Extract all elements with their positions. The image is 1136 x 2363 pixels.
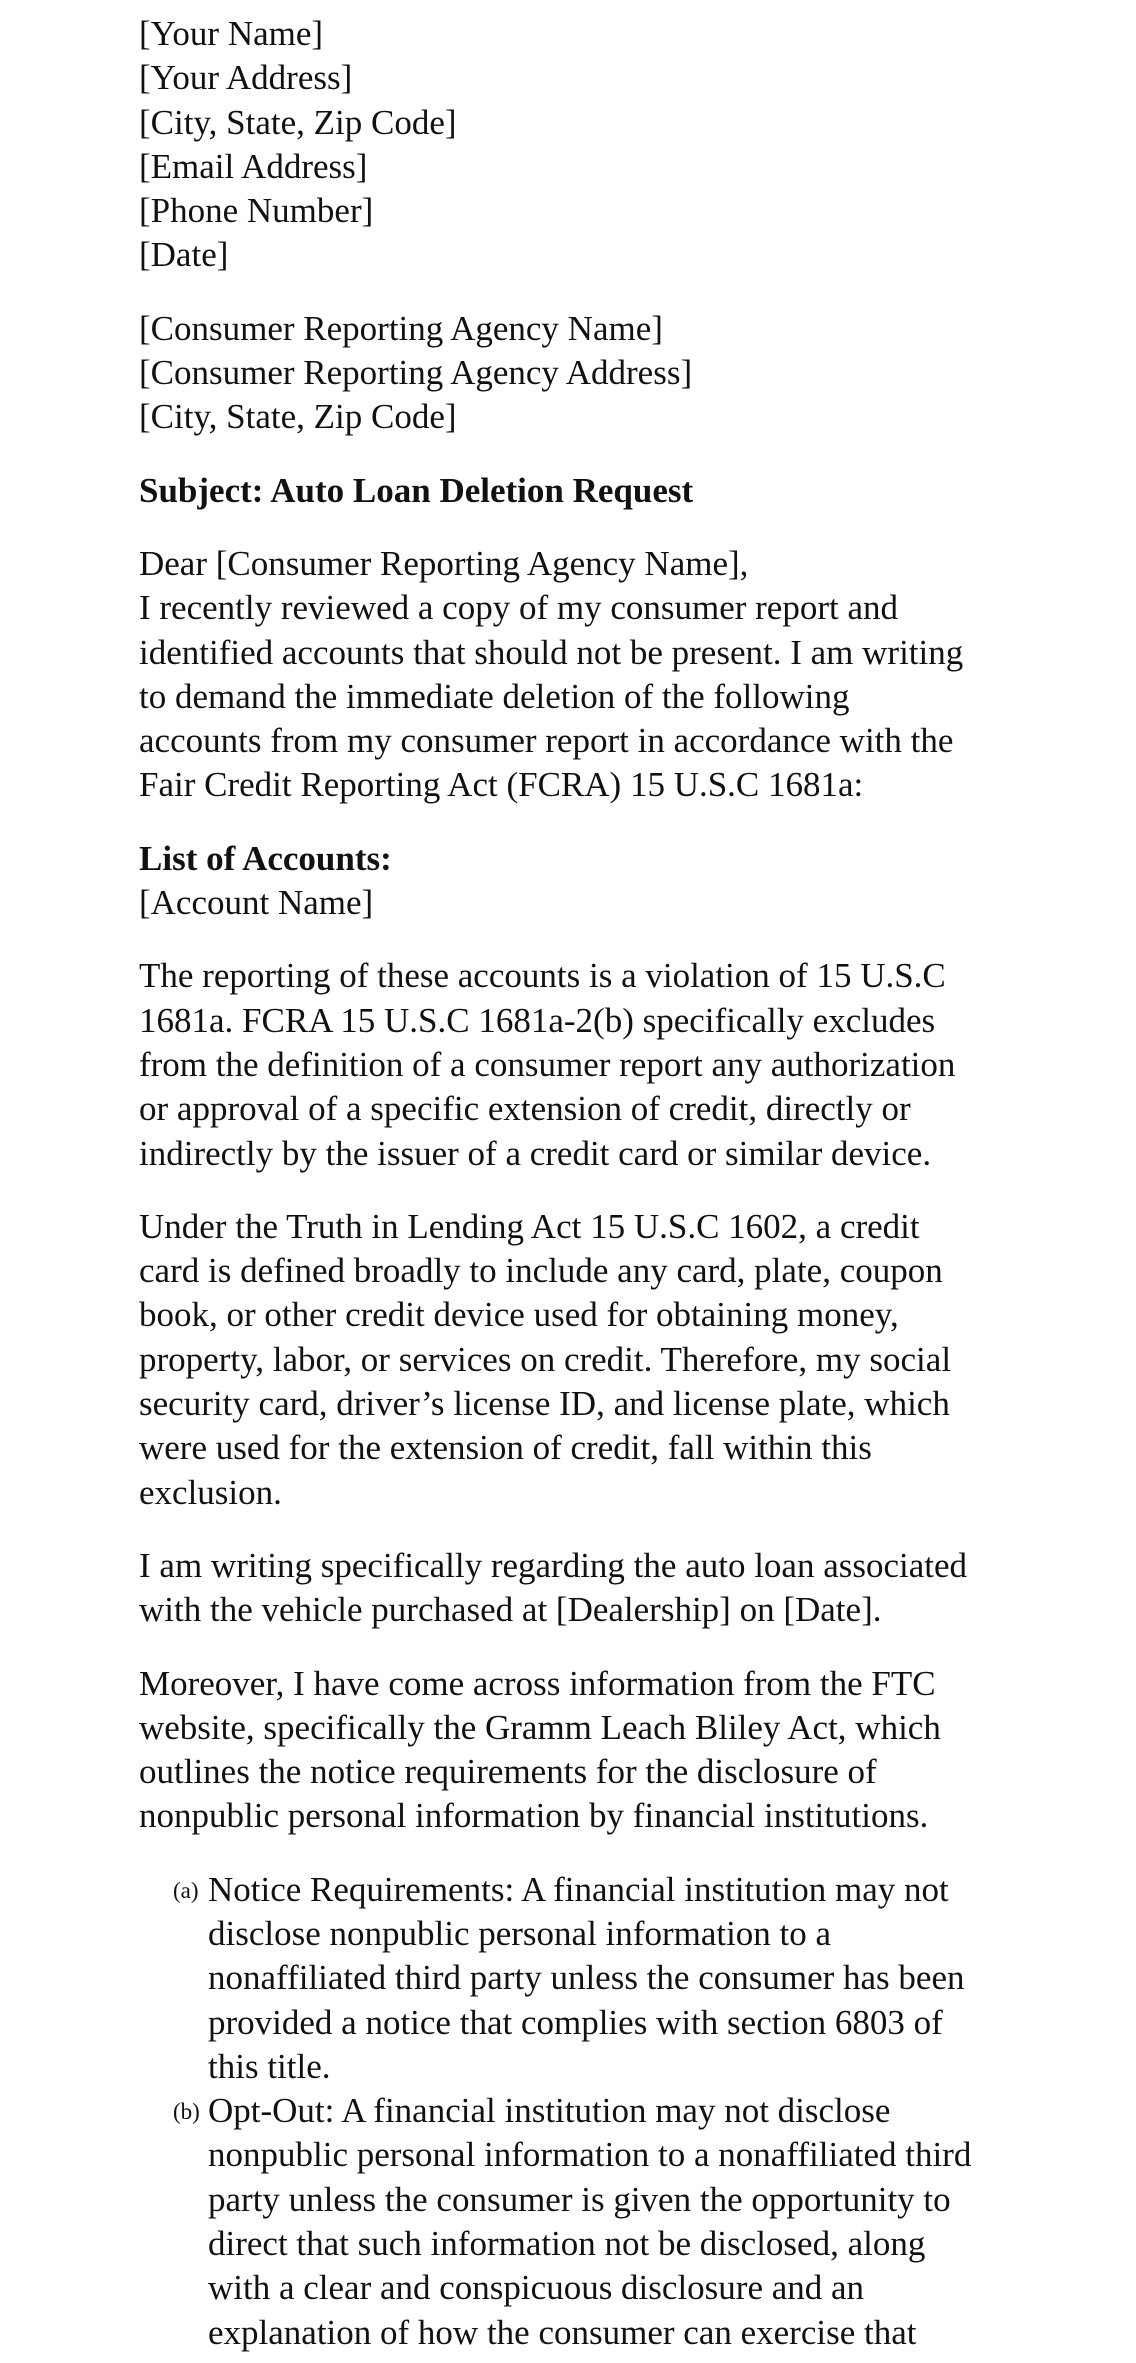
recipient-address-block <box>139 307 1039 440</box>
paragraph-line: with the vehicle purchased at [Dealership] on [Date]. <box>139 1590 882 1630</box>
intro-line: to demand the immediate deletion of the following <box>139 676 850 716</box>
intro-line: identified accounts that should not be present. I am writing <box>139 632 964 672</box>
letter-date: [Date] <box>139 235 229 275</box>
paragraph-line: Moreover, I have come across information from the FTC <box>139 1663 936 1703</box>
sender-address: [Your Address] <box>139 58 353 98</box>
greeting: Dear [Consumer Reporting Agency Name], <box>139 543 749 583</box>
requirement-line: direct that such information not be disclosed, along <box>208 2224 926 2264</box>
paragraph-line: card is defined broadly to include any card, plate, coupon <box>139 1251 943 1291</box>
sender-address-block <box>139 12 1039 278</box>
body-paragraph-glba <box>139 1662 1039 1839</box>
requirement-line: disclose nonpublic personal information to a <box>208 1913 832 1953</box>
recipient-name: [Consumer Reporting Agency Name] <box>139 308 663 348</box>
intro-paragraph <box>139 542 1039 808</box>
paragraph-line: nonpublic personal information by financial institutions. <box>139 1796 929 1836</box>
paragraph-line: security card, driver’s license ID, and license plate, which <box>139 1384 950 1424</box>
account-name: [Account Name] <box>139 883 374 923</box>
paragraph-line: I am writing specifically regarding the auto loan associated <box>139 1545 968 1585</box>
paragraph-line: book, or other credit device used for obtaining money, <box>139 1295 899 1335</box>
recipient-city-state-zip: [City, State, Zip Code] <box>139 397 457 437</box>
paragraph-line: website, specifically the Gramm Leach Bliley Act, which <box>139 1707 941 1747</box>
requirement-line: this title. <box>208 2046 331 2086</box>
subject-line <box>139 469 1039 513</box>
recipient-address: [Consumer Reporting Agency Address] <box>139 353 693 393</box>
intro-line: accounts from my consumer report in accordance with the <box>139 721 954 761</box>
requirement-item-notice <box>173 1868 1039 2089</box>
accounts-section <box>139 837 1039 926</box>
sender-email: [Email Address] <box>139 146 368 186</box>
accounts-heading: List of Accounts: <box>139 838 392 878</box>
requirement-line: explanation of how the consumer can exercise that <box>208 2312 917 2352</box>
intro-line: I recently reviewed a copy of my consumer report and <box>139 588 898 628</box>
paragraph-line: outlines the notice requirements for the disclosure of <box>139 1752 877 1792</box>
paragraph-line: 1681a. FCRA 15 U.S.C 1681a-2(b) specifically excludes <box>139 1000 936 1040</box>
list-marker: (b) <box>173 2099 200 2125</box>
requirement-line: Notice Requirements: A financial institution may not <box>208 1869 949 1909</box>
paragraph-line: The reporting of these accounts is a violation of 15 U.S.C <box>139 956 946 996</box>
requirement-line: with a clear and conspicuous disclosure and an <box>208 2268 865 2308</box>
body-paragraph-auto-loan <box>139 1544 1039 1633</box>
requirement-line: nonaffiliated third party unless the consumer has been <box>208 1958 965 1998</box>
requirement-line: nonpublic personal information to a nonaffiliated third <box>208 2135 972 2175</box>
requirement-item-opt-out <box>173 2089 1039 2355</box>
intro-line: Fair Credit Reporting Act (FCRA) 15 U.S.C 1681a: <box>139 765 864 805</box>
list-marker: (a) <box>173 1877 199 1903</box>
paragraph-line: from the definition of a consumer report any authorization <box>139 1044 956 1084</box>
paragraph-line: were used for the extension of credit, fall within this <box>139 1428 872 1468</box>
subject-text: Subject: Auto Loan Deletion Request <box>139 470 694 510</box>
requirement-line: provided a notice that complies with section 6803 of <box>208 2002 943 2042</box>
sender-city-state-zip: [City, State, Zip Code] <box>139 102 457 142</box>
sender-name: [Your Name] <box>139 14 324 53</box>
sender-phone: [Phone Number] <box>139 191 374 231</box>
body-paragraph-violation <box>139 954 1039 1175</box>
paragraph-line: exclusion. <box>139 1472 282 1512</box>
requirement-line: party unless the consumer is given the opportunity to <box>208 2179 951 2219</box>
requirements-list <box>173 1868 1039 2355</box>
paragraph-line: indirectly by the issuer of a credit card or similar device. <box>139 1133 932 1173</box>
paragraph-line: property, labor, or services on credit. Therefore, my social <box>139 1339 952 1379</box>
body-paragraph-tila <box>139 1205 1039 1515</box>
letter-document <box>139 12 1039 2355</box>
paragraph-line: Under the Truth in Lending Act 15 U.S.C 1602, a credit <box>139 1206 920 1246</box>
requirement-line: Opt-Out: A financial institution may not disclose <box>208 2091 891 2131</box>
paragraph-line: or approval of a specific extension of credit, directly or <box>139 1089 911 1129</box>
